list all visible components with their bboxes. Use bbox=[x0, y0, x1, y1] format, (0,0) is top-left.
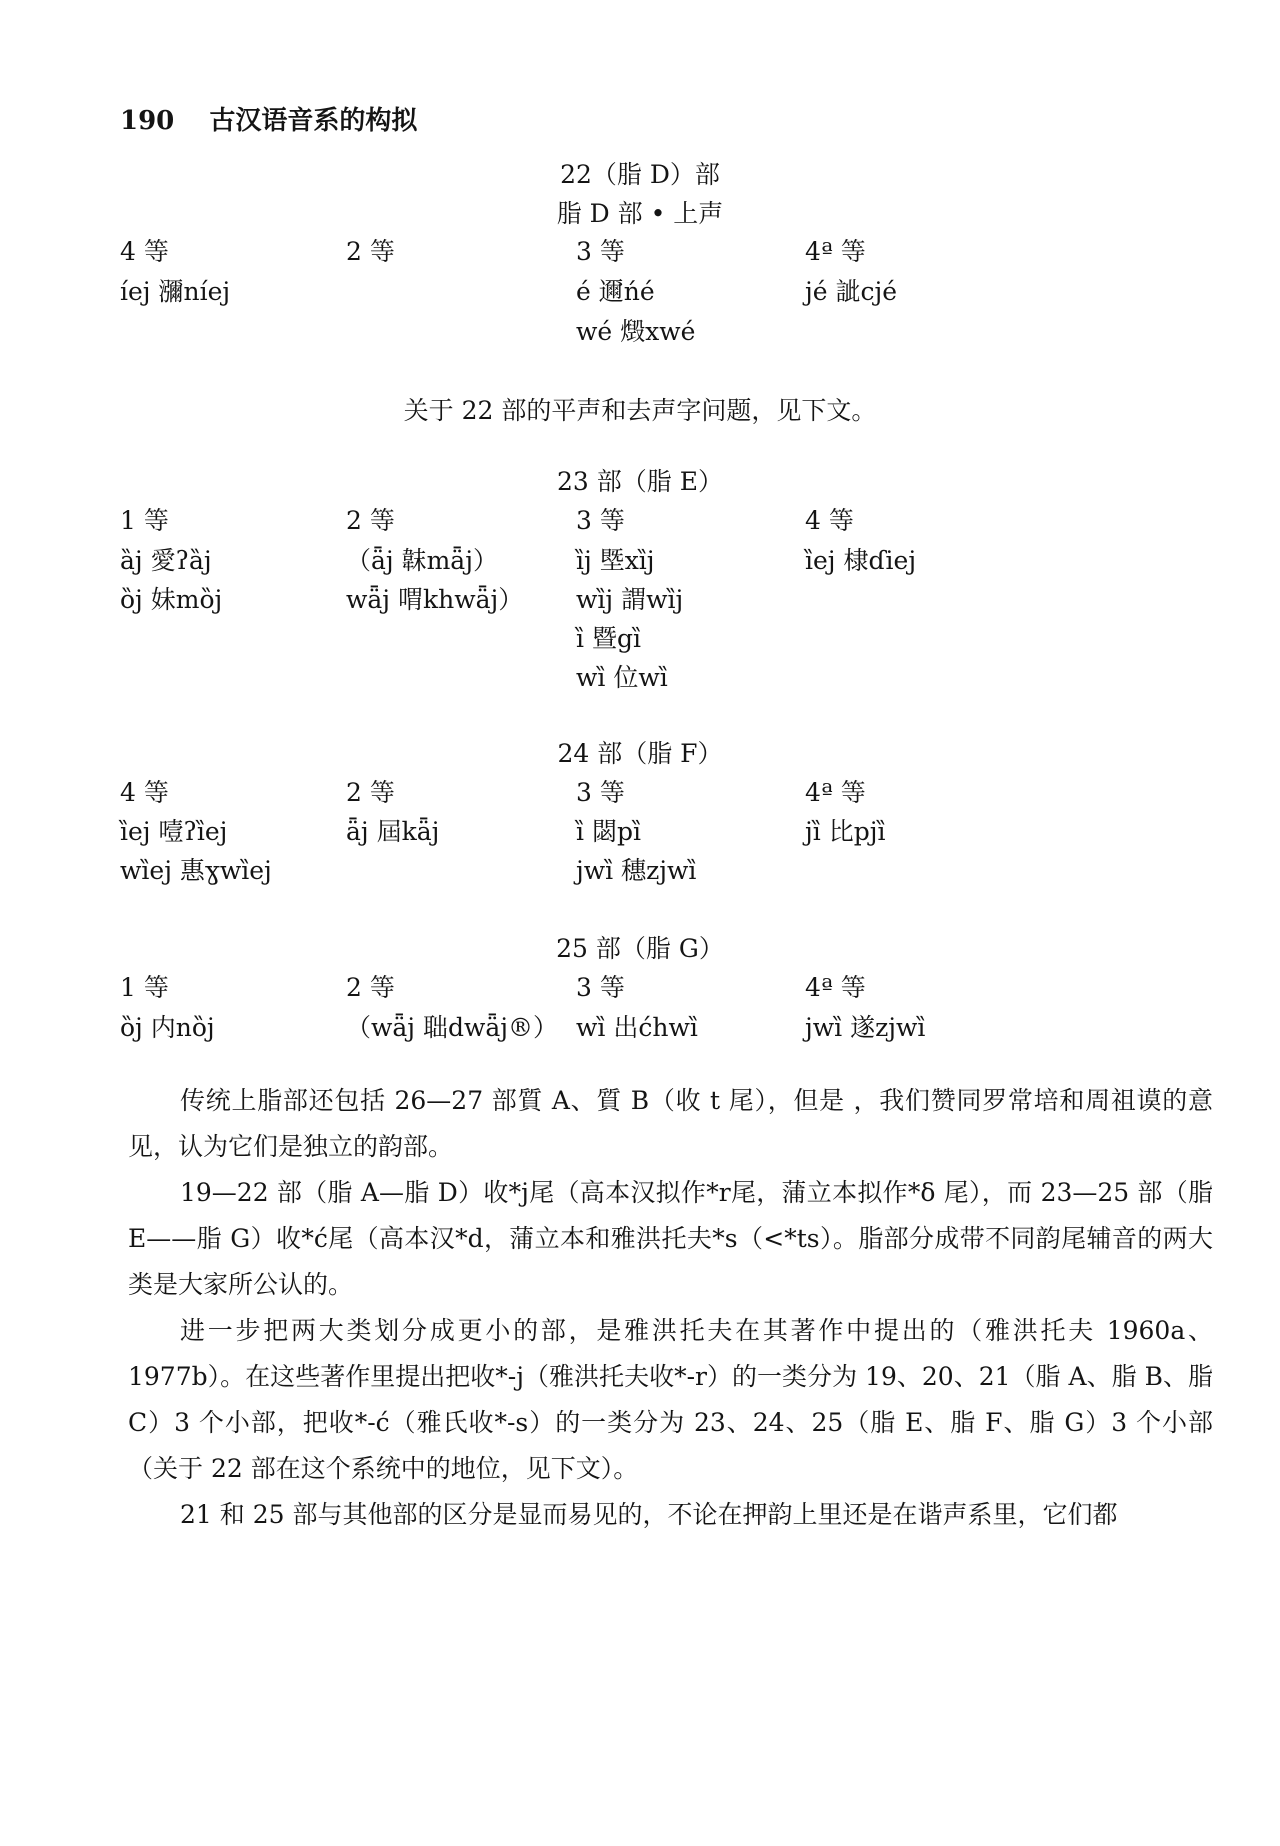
table-entry: ȉ 閟pȉ bbox=[576, 817, 641, 846]
column-head: 2 等 bbox=[346, 237, 395, 266]
table-entry: （wǟj 聉dwǟj®） bbox=[346, 1013, 559, 1042]
column-head: 4ª 等 bbox=[805, 237, 866, 266]
table-entry: jwȉ 穗zjwȉ bbox=[576, 856, 697, 885]
note-22: 关于 22 部的平声和去声字问题，见下文。 bbox=[403, 396, 877, 425]
section-22-title: 22（脂 D）部 bbox=[560, 160, 720, 189]
table-entry: ȁj 愛ʔȁj bbox=[120, 546, 212, 575]
table-entry: wȉj 謂wȉj bbox=[576, 585, 684, 614]
table-entry: jé 訿cjé bbox=[805, 277, 898, 306]
table-entry: ȉj 塈xȉj bbox=[576, 546, 655, 575]
column-head: 4 等 bbox=[120, 237, 169, 266]
paragraph: 21 和 25 部与其他部的区分是显而易见的，不论在押韵上里还是在谐声系里，它们都 bbox=[180, 1500, 1118, 1529]
table-entry: ȉej 棣ɗiej bbox=[805, 546, 917, 575]
table-entry: wȉ 出ćhwȉ bbox=[576, 1013, 698, 1042]
table-entry: íej 瀰níej bbox=[120, 277, 231, 306]
paragraph: 传统上脂部还包括 26—27 部質 A、質 B（收 t 尾），但是 ，我们赞同罗常培和周祖谟的意见，认为它们是独立的韵部。 bbox=[128, 1086, 1213, 1161]
body-text bbox=[128, 1078, 1213, 1538]
column-head: 2 等 bbox=[346, 506, 395, 535]
table-entry: （ǟj 韎mǟj） bbox=[346, 546, 498, 575]
section-25-title: 25 部（脂 G） bbox=[556, 934, 724, 963]
table-entry: ȍj 妹mȍj bbox=[120, 585, 223, 614]
table-entry: jȉ 比pjȉ bbox=[805, 817, 886, 846]
page-number: 190 bbox=[120, 106, 175, 136]
table-entry: é 邇ńé bbox=[576, 277, 655, 306]
table-entry: ȉej 噎ʔȉej bbox=[120, 817, 228, 846]
table-entry: wȉej 惠ɣwȉej bbox=[120, 856, 272, 885]
table-entry: ǟj 屆kǟj bbox=[346, 817, 440, 846]
table-entry: jwȉ 遂zjwȉ bbox=[805, 1013, 926, 1042]
column-head: 2 等 bbox=[346, 973, 395, 1002]
column-head: 1 等 bbox=[120, 506, 169, 535]
column-head: 3 等 bbox=[576, 506, 625, 535]
running-title: 古汉语音系的构拟 bbox=[209, 106, 418, 136]
paragraph: 进一步把两大类划分成更小的部，是雅洪托夫在其著作中提出的（雅洪托夫 1960a、1977b）。在这些著作里提出把收*-j（雅洪托夫收*-r）的一类分为 19、20、21（脂 A、脂 B、脂 C）3 个小部，把收*-ć（雅氏收*-s）的一类分为 23、24、25（脂 E、脂 F、脂 G）3 个小部（关于 22 部在这个系统中的地位，见下文）。 bbox=[128, 1316, 1213, 1483]
column-head: 3 等 bbox=[576, 237, 625, 266]
column-head: 4ª 等 bbox=[805, 778, 866, 807]
table-entry: wǟj 喟khwǟj） bbox=[346, 585, 524, 614]
table-entry: wȉ 位wȉ bbox=[576, 663, 668, 692]
section-24-title: 24 部（脂 F） bbox=[557, 739, 723, 768]
table-entry: ȉ 暨gȉ bbox=[576, 624, 641, 653]
column-head: 3 等 bbox=[576, 973, 625, 1002]
section-23-title: 23 部（脂 E） bbox=[557, 467, 723, 496]
column-head: 4 等 bbox=[120, 778, 169, 807]
paragraph: 19—22 部（脂 A—脂 D）收*j尾（高本汉拟作*r尾，蒲立本拟作*δ 尾），而 23—25 部（脂 E——脂 G）收*ć尾（高本汉*d，蒲立本和雅洪托夫*s（<*ts）。脂部分成带不同韵尾辅音的两大类是大家所公认的。 bbox=[128, 1178, 1213, 1299]
column-head: 4ª 等 bbox=[805, 973, 866, 1002]
section-22-subtitle: 脂 D 部 • 上声 bbox=[556, 199, 724, 228]
table-entry: ȍj 内nȍj bbox=[120, 1013, 215, 1042]
column-head: 1 等 bbox=[120, 973, 169, 1002]
column-head: 4 等 bbox=[805, 506, 854, 535]
column-head: 3 等 bbox=[576, 778, 625, 807]
running-header bbox=[120, 100, 417, 137]
column-head: 2 等 bbox=[346, 778, 395, 807]
table-entry: wé 燬xwé bbox=[576, 317, 696, 346]
